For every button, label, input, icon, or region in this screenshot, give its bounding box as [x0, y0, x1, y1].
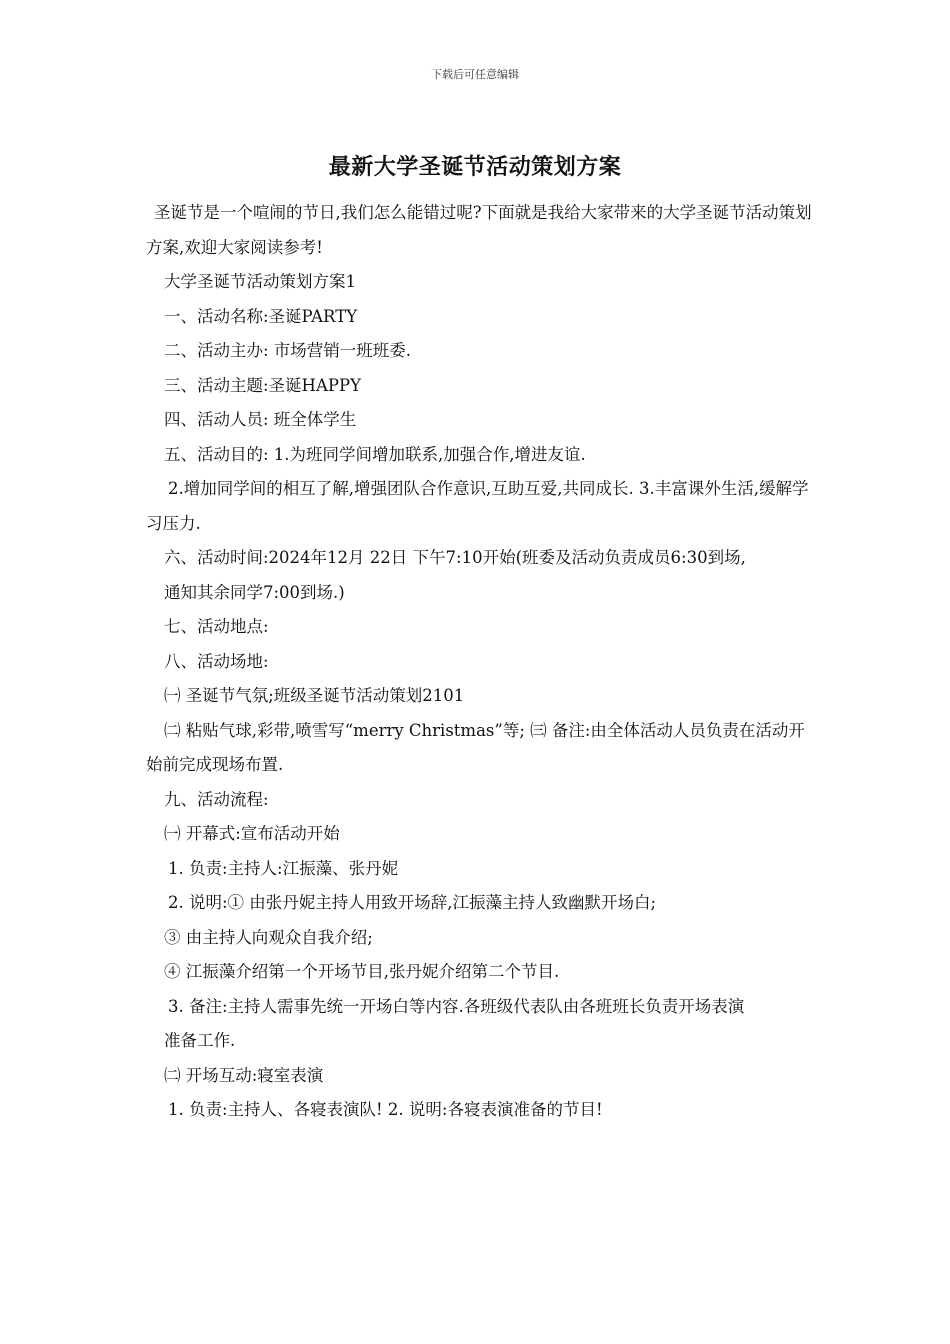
item-organizer: 二、活动主办: 市场营销一班班委. — [164, 341, 412, 360]
item-location: 七、活动地点: — [164, 617, 269, 636]
item-venue: 八、活动场地: — [164, 651, 269, 671]
document-title: 最新大学圣诞节活动策划方案 — [328, 155, 622, 180]
page-header: 下载后可任意编辑 — [431, 68, 519, 81]
item-participants: 四、活动人员: 班全体学生 — [164, 410, 357, 429]
intro-paragraph: 圣诞节是一个喧闹的节日,我们怎么能错过呢?下面就是我给大家带来的大学圣诞节活动策划方案,欢迎大家阅读参考! — [146, 203, 812, 257]
item-process-a1: 1. 负责:主持人:江振藻、张丹妮 — [168, 858, 399, 878]
item-process-b: ㈡ 开场互动:寝室表演 — [164, 1065, 324, 1085]
document-body — [146, 196, 814, 1128]
item-venue-a: ㈠ 圣诞节气氛;班级圣诞节活动策划2101 — [164, 686, 465, 705]
item-venue-b: ㈡ 粘贴气球,彩带,喷雪写“merry Christmas”等; ㈢ 备注:由全体活动人员负责在活动开始前完成现场布置. — [146, 720, 805, 774]
item-time-continued: 通知其余同学7:00到场.) — [164, 582, 345, 602]
item-process: 九、活动流程: — [164, 789, 269, 809]
item-purpose: 五、活动目的: 1.为班同学间增加联系,加强合作,增进友谊. — [164, 444, 586, 464]
item-process-a2: 2. 说明:① 由张丹妮主持人用致开场辞,江振藻主持人致幽默开场白; — [168, 893, 657, 912]
item-process-a5: 3. 备注:主持人需事先统一开场白等内容.各班级代表队由各班班长负责开场表演 — [168, 996, 745, 1016]
item-purpose-continued: 2.增加同学间的相互了解,增强团队合作意识,互助互爱,共同成长. 3.丰富课外生活,缓解学习压力. — [146, 479, 809, 533]
item-process-a: ㈠ 开幕式:宣布活动开始 — [164, 824, 340, 843]
item-process-a3: ③ 由主持人向观众自我介绍; — [164, 927, 373, 947]
plan-heading: 大学圣诞节活动策划方案1 — [164, 272, 356, 291]
item-process-b1: 1. 负责:主持人、各寝表演队! 2. 说明:各寝表演准备的节目! — [168, 1100, 603, 1119]
item-activity-name: 一、活动名称:圣诞PARTY — [164, 306, 358, 326]
item-time: 六、活动时间:2024年12月 22日 下午7:10开始(班委及活动负责成员6:30到场, — [164, 548, 746, 567]
item-process-a4: ④ 江振藻介绍第一个开场节目,张丹妮介绍第二个节目. — [164, 962, 560, 981]
item-process-a5-continued: 准备工作. — [164, 1031, 236, 1050]
item-theme: 三、活动主题:圣诞HAPPY — [164, 375, 361, 395]
